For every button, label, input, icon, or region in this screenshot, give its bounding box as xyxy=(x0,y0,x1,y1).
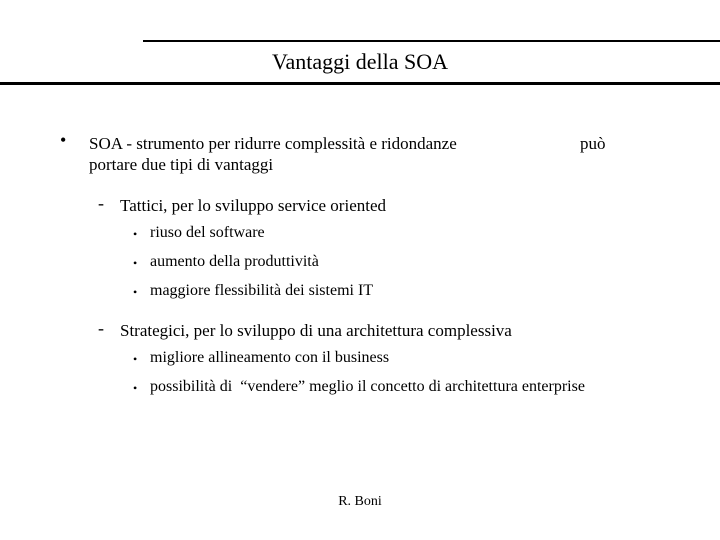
group-strategici-marker: - xyxy=(98,318,104,338)
strategici-item-marker: • xyxy=(133,381,138,395)
group-strategici-heading: Strategici, per lo sviluppo di una architettura complessiva xyxy=(120,321,512,340)
tattici-item-marker: • xyxy=(133,256,138,270)
tattici-item-flessibilita: maggiore flessibilità dei sistemi IT xyxy=(150,282,374,299)
strategici-item-vendere: possibilità di “vendere” meglio il concetto di architettura enterprise xyxy=(150,378,585,395)
title-top-rule xyxy=(143,40,720,42)
group-tattici-marker: - xyxy=(98,193,104,213)
main-bullet-marker: • xyxy=(60,130,67,150)
tattici-item-marker: • xyxy=(133,227,138,241)
title-bottom-rule xyxy=(0,82,720,85)
slide-footer-author: R. Boni xyxy=(338,494,382,509)
group-tattici-heading: Tattici, per lo sviluppo service oriented xyxy=(120,196,387,215)
strategici-item-allineamento: migliore allineamento con il business xyxy=(150,349,390,366)
tattici-item-riuso: riuso del software xyxy=(150,224,265,241)
slide-title: Vantaggi della SOA xyxy=(272,49,448,74)
main-bullet-line1: SOA - strumento per ridurre complessità e ridondanze xyxy=(89,134,457,153)
strategici-item-marker: • xyxy=(133,352,138,366)
main-bullet-line2: portare due tipi di vantaggi xyxy=(89,155,274,174)
tattici-item-marker: • xyxy=(133,285,138,299)
tattici-item-produttivita: aumento della produttività xyxy=(150,253,319,270)
main-bullet-line1-tail: può xyxy=(580,134,606,153)
